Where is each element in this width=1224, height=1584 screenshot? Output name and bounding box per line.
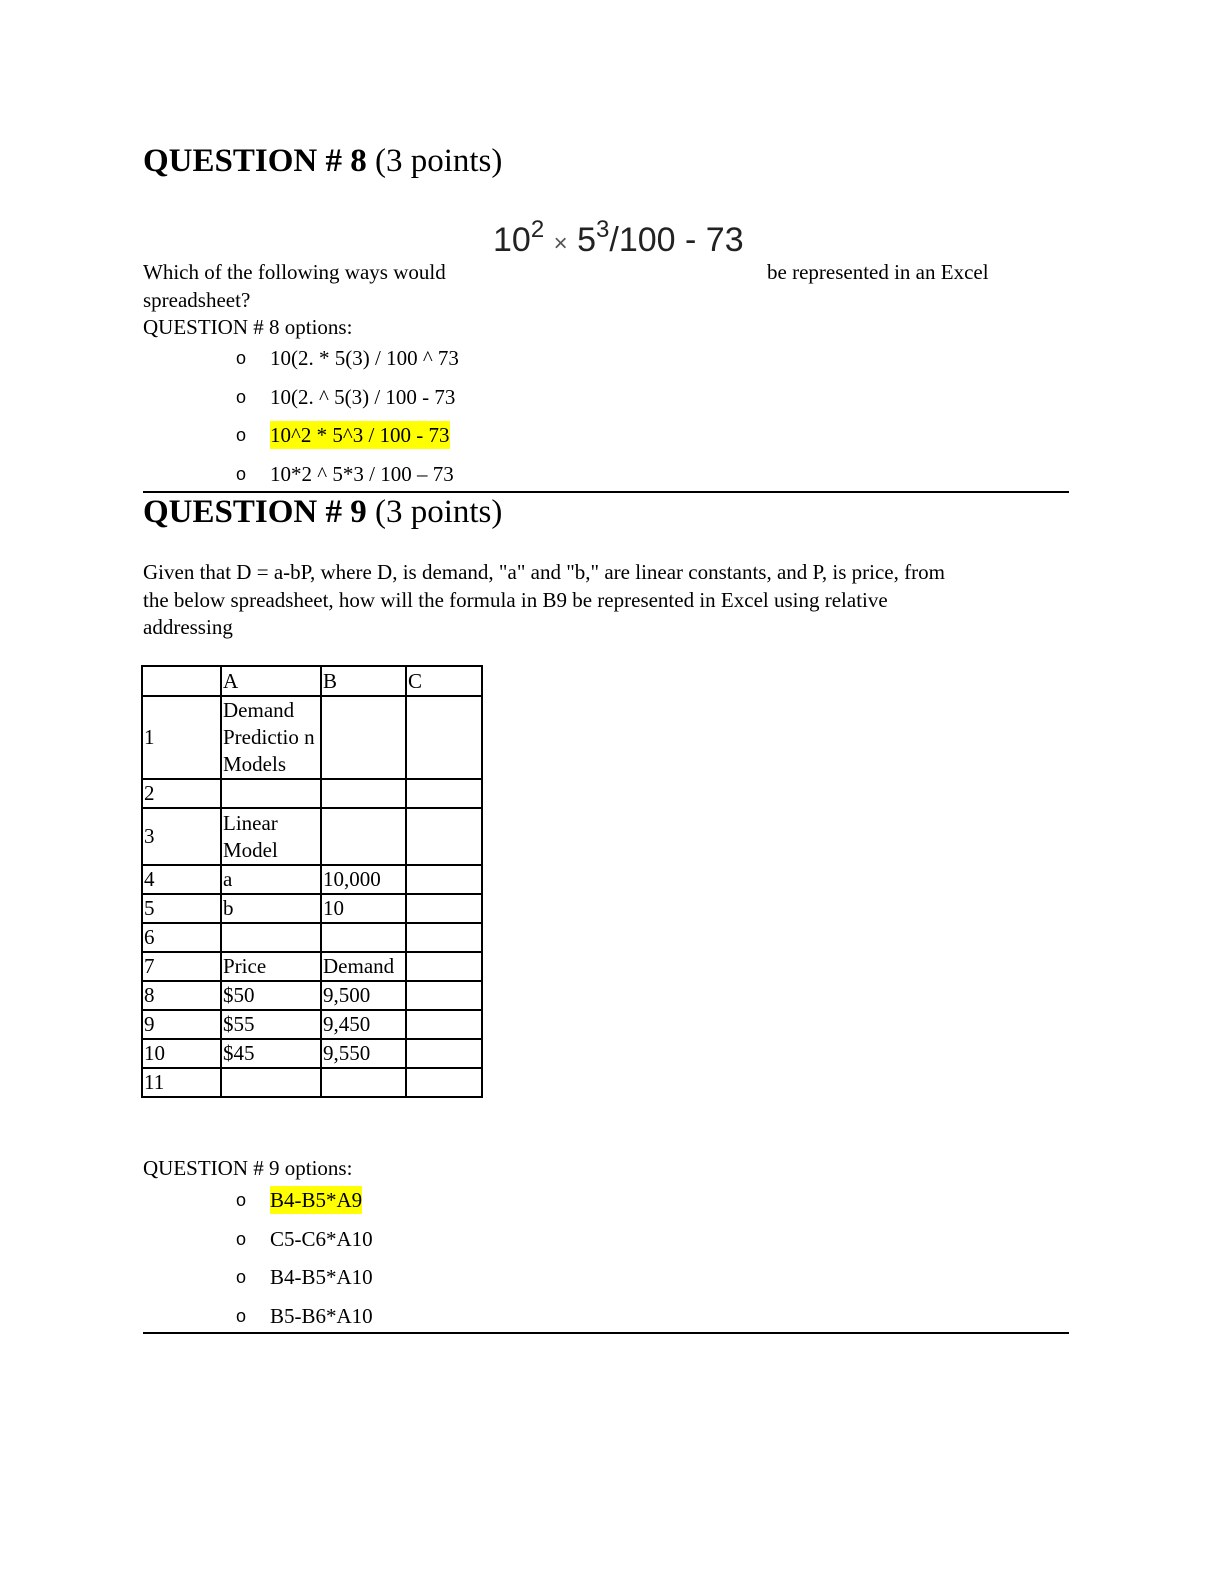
table-cell: Price: [221, 952, 321, 981]
table-cell: [406, 1068, 482, 1097]
bullet-icon: o: [236, 425, 247, 445]
table-row: [142, 696, 482, 779]
table-cell: B: [321, 666, 406, 696]
table-cell: a: [221, 865, 321, 894]
table-cell: 7: [142, 952, 221, 981]
q8-prompt-before: Which of the following ways would: [143, 260, 446, 284]
table-row: [142, 923, 482, 952]
divider: [143, 1332, 1069, 1334]
bullet-icon: o: [236, 463, 247, 484]
question-points: (3 points): [366, 143, 503, 179]
bullet-icon: o: [236, 1190, 247, 1210]
bullet-icon: o: [236, 348, 247, 368]
table-cell: 9,500: [321, 981, 406, 1010]
table-row: [142, 865, 482, 894]
table-cell: [406, 696, 482, 779]
table-cell: [406, 981, 482, 1010]
option-text: 10(2. ^ 5(3) / 100 - 73: [270, 384, 456, 409]
formula-image: $10^2 \times 5^3/100 - 73$: [493, 216, 744, 259]
divider: [143, 491, 1069, 493]
table-cell: 10,000: [321, 865, 406, 894]
table-cell: [221, 1068, 321, 1097]
table-row: [142, 981, 482, 1010]
table-cell: A: [221, 666, 321, 696]
q8-options-label: QUESTION # 8 options:: [143, 315, 353, 339]
option-text: C5-C6*A10: [270, 1226, 373, 1251]
table-header-row: [142, 666, 482, 696]
table-cell: [406, 952, 482, 981]
table-cell: Demand Predictio n Models: [221, 696, 321, 779]
table-cell: [321, 779, 406, 808]
table-cell: [221, 923, 321, 952]
option-text: B5-B6*A10: [270, 1303, 373, 1328]
table-row: [142, 779, 482, 808]
table-cell: [406, 1010, 482, 1039]
table-row: [142, 1039, 482, 1068]
table-cell: 9,550: [321, 1039, 406, 1068]
bullet-icon: o: [236, 1305, 247, 1326]
table-row: [142, 1068, 482, 1097]
table-row: [142, 894, 482, 923]
q9-options-label: QUESTION # 9 options:: [143, 1156, 353, 1180]
option-text: B4-B5*A9: [270, 1188, 363, 1212]
table-row: [142, 952, 482, 981]
table-row: [142, 808, 482, 865]
table-cell: [406, 808, 482, 865]
bullet-icon: o: [236, 1267, 247, 1287]
table-cell: Demand: [321, 952, 406, 981]
option-text: 10(2. * 5(3) / 100 ^ 73: [270, 346, 459, 370]
table-cell: 6: [142, 923, 221, 952]
table-cell: 10: [321, 894, 406, 923]
option-text: 10^2 * 5^3 / 100 - 73: [270, 423, 450, 447]
table-cell: 8: [142, 981, 221, 1010]
table-cell: $50: [221, 981, 321, 1010]
table-cell: [321, 696, 406, 779]
table-cell: Linear Model: [221, 808, 321, 865]
table-row: [142, 1010, 482, 1039]
table-cell: [321, 1068, 406, 1097]
table-cell: [406, 779, 482, 808]
table-cell: 3: [142, 808, 221, 865]
table-cell: $45: [221, 1039, 321, 1068]
table-cell: 2: [142, 779, 221, 808]
question-9-title: [143, 494, 502, 531]
question-number: QUESTION # 9: [143, 494, 367, 530]
table-cell: [406, 1039, 482, 1068]
table-cell: 4: [142, 865, 221, 894]
spreadsheet-table: [141, 665, 483, 1098]
table-cell: [406, 923, 482, 952]
question-8-title: [143, 143, 502, 180]
bullet-icon: o: [236, 386, 247, 407]
q8-prompt-line2: spreadsheet?: [143, 288, 251, 312]
q9-prompt-line: addressing: [143, 615, 233, 639]
table-cell: [406, 865, 482, 894]
table-cell: 11: [142, 1068, 221, 1097]
table-cell: [321, 923, 406, 952]
table-cell: [142, 666, 221, 696]
table-cell: $55: [221, 1010, 321, 1039]
option-text: 10*2 ^ 5*3 / 100 – 73: [270, 461, 454, 486]
table-cell: 9,450: [321, 1010, 406, 1039]
table-cell: 5: [142, 894, 221, 923]
bullet-icon: o: [236, 1228, 247, 1249]
table-cell: b: [221, 894, 321, 923]
question-number: QUESTION # 8: [143, 143, 367, 179]
option-text: B4-B5*A10: [270, 1265, 373, 1289]
table-cell: 10: [142, 1039, 221, 1068]
table-cell: C: [406, 666, 482, 696]
table-cell: [406, 894, 482, 923]
table-cell: 9: [142, 1010, 221, 1039]
table-cell: [321, 808, 406, 865]
q9-prompt-line: Given that D = a-bP, where D, is demand, "a" and "b," are linear constants, and P, is price, from: [143, 560, 945, 584]
table-cell: 1: [142, 696, 221, 779]
q9-prompt-line: the below spreadsheet, how will the formula in B9 be represented in Excel using relative: [143, 588, 888, 612]
q8-prompt-after: be represented in an Excel: [767, 260, 989, 284]
question-points: (3 points): [366, 494, 503, 530]
table-cell: [221, 779, 321, 808]
